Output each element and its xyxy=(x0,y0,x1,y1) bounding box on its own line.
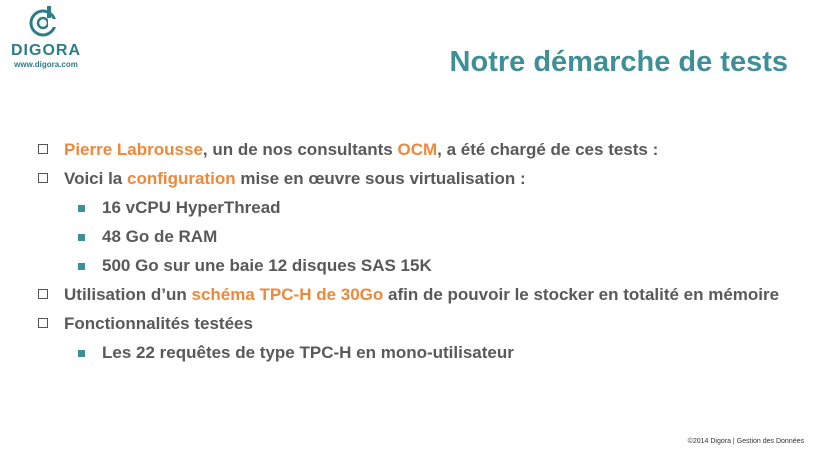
square-bullet-icon xyxy=(78,205,85,212)
square-bullet-icon xyxy=(78,350,85,357)
bullet-text: Voici la xyxy=(64,169,127,188)
slide-title: Notre démarche de tests xyxy=(449,46,788,78)
bullet-configuration xyxy=(38,167,798,191)
bullet-text: OCM xyxy=(397,140,438,159)
bullet-schema xyxy=(38,283,798,307)
bullet-text: Fonctionnalités testées xyxy=(64,314,253,333)
sub-bullet-text: 48 Go de RAM xyxy=(102,227,218,246)
bullet-text: afin de pouvoir le stocker en totalité en mémoire xyxy=(383,285,780,304)
digora-logo-icon xyxy=(28,6,58,40)
sub-bullet xyxy=(38,254,798,278)
bullet-features xyxy=(38,312,798,336)
bullet-consultant xyxy=(38,138,798,162)
bullet-text: , a été chargé de ces tests : xyxy=(437,140,659,159)
checkbox-bullet-icon xyxy=(38,318,48,328)
sub-bullet xyxy=(38,196,798,220)
bullet-text: Pierre Labrousse xyxy=(64,140,203,159)
logo-name: DIGORA xyxy=(11,42,81,59)
sub-bullet-text: 16 vCPU HyperThread xyxy=(102,198,281,217)
checkbox-bullet-icon xyxy=(38,173,48,183)
bullet-text: Utilisation d’un xyxy=(64,285,192,304)
bullet-text: , un de nos consultants xyxy=(202,140,398,159)
bullet-text: schéma TPC-H de 30Go xyxy=(191,285,384,304)
bullet-text: mise en œuvre sous virtualisation : xyxy=(235,169,526,188)
footer-copyright: ©2014 Digora | Gestion des Données xyxy=(687,438,804,445)
logo-url: www.digora.com xyxy=(14,60,78,69)
sub-bullet xyxy=(38,341,798,365)
bullet-text: configuration xyxy=(127,169,236,188)
checkbox-bullet-icon xyxy=(38,289,48,299)
square-bullet-icon xyxy=(78,234,85,241)
square-bullet-icon xyxy=(78,263,85,270)
bullet-list xyxy=(38,138,798,370)
sub-bullet-text: Les 22 requêtes de type TPC-H en mono-utilisateur xyxy=(102,343,514,362)
digora-logo xyxy=(6,6,86,76)
sub-bullet xyxy=(38,225,798,249)
checkbox-bullet-icon xyxy=(38,144,48,154)
sub-bullet-text: 500 Go sur une baie 12 disques SAS 15K xyxy=(102,256,432,275)
